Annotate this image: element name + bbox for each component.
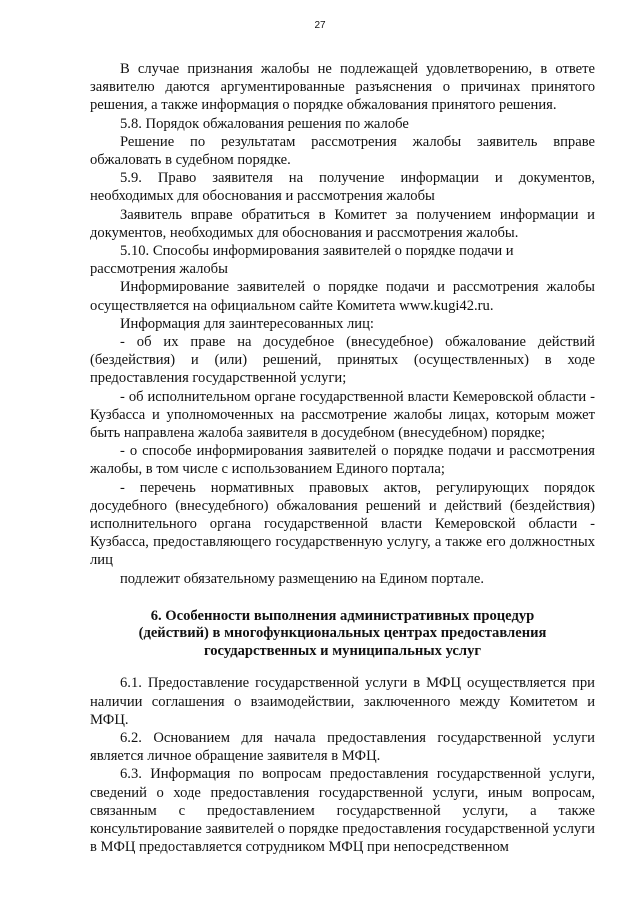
- section-6-heading-line-3: государственных и муниципальных услуг: [203, 642, 482, 659]
- list-item-inform-method: - о способе информирования заявителей о порядке подачи и рассмотрения жалобы, в том числе с использованием Единого портала;: [90, 443, 595, 478]
- section-6-heading-line-1: 6. Особенности выполнения административных процедур: [150, 607, 535, 624]
- paragraph-court-appeal: Решение по результатам рассмотрения жалобы заявитель вправе обжаловать в судебном порядке.: [90, 133, 595, 169]
- paragraph-info-intro: Информация для заинтересованных лиц:: [120, 315, 374, 332]
- paragraph-request-documents: Заявитель вправе обратиться в Комитет за получением информации и документов, необходимых для обоснования и рассмотрения жалобы.: [90, 206, 595, 241]
- section-6-heading: [90, 608, 595, 661]
- list-item-executive-body: - об исполнительном органе государственной власти Кемеровской области - Кузбасса и уполномоченных на рассмотрение жалобы лицах, которым может быть направлена жалоба заявителя в досудебном (внесудебном) порядке;: [90, 388, 595, 442]
- clause-5-9-title: 5.9. Право заявителя на получение информации и документов, необходимых для обоснования и рассмотрения жалобы: [90, 170, 595, 205]
- paragraph-refusal-reasons: В случае признания жалобы не подлежащей удовлетворению, в ответе заявителю даются аргументированные разъяснения о причинах принятого решения, а также информация о порядке обжалования принятого решения.: [90, 61, 595, 114]
- paragraph-mandatory-publication: подлежит обязательному размещению на Едином портале.: [120, 570, 485, 587]
- clause-6-3: 6.3. Информация по вопросам предоставления государственной услуги, сведений о ходе предоставления государственной услуги, иным вопросам, связанным с предоставлением государственной услуги, а также консультирование заявителей о порядке предоставления государственной услуги в МФЦ предоставляется сотрудником МФЦ при непосредственном: [90, 766, 595, 856]
- clause-6-2: 6.2. Основанием для начала предоставления государственной услуги является личное обращение заявителя в МФЦ.: [90, 730, 595, 765]
- paragraph-website-info: Информирование заявителей о порядке подачи и рассмотрения жалобы осуществляется на официальном сайте Комитета www.kugi42.ru.: [90, 279, 595, 314]
- clause-6-1: 6.1. Предоставление государственной услуги в МФЦ осуществляется при наличии соглашения о взаимодействии, заключенного между Комитетом и МФЦ.: [90, 675, 595, 728]
- page-text: [90, 60, 595, 856]
- page-number: 27: [314, 20, 326, 31]
- list-item-appeal-right: - об их праве на досудебное (внесудебное) обжалование действий (бездействия) и (или) решений, принятых (осуществленных) в ходе предоставления государственной услуги;: [90, 334, 595, 387]
- clause-5-8-title: 5.8. Порядок обжалования решения по жалобе: [120, 115, 409, 132]
- list-item-legal-acts: - перечень нормативных правовых актов, регулирующих порядок досудебного (внесудебного) обжалования решений и действий (бездействия) исполнительного органа государственной власти Кемеровской области - Кузбасса, предоставляющего государственную услугу, а также его должностных лиц: [90, 479, 595, 569]
- section-6-heading-line-2: (действий) в многофункциональных центрах предоставления: [138, 625, 547, 642]
- clause-5-10-title: 5.10. Способы информирования заявителей о порядке подачи и рассмотрения жалобы: [90, 243, 514, 278]
